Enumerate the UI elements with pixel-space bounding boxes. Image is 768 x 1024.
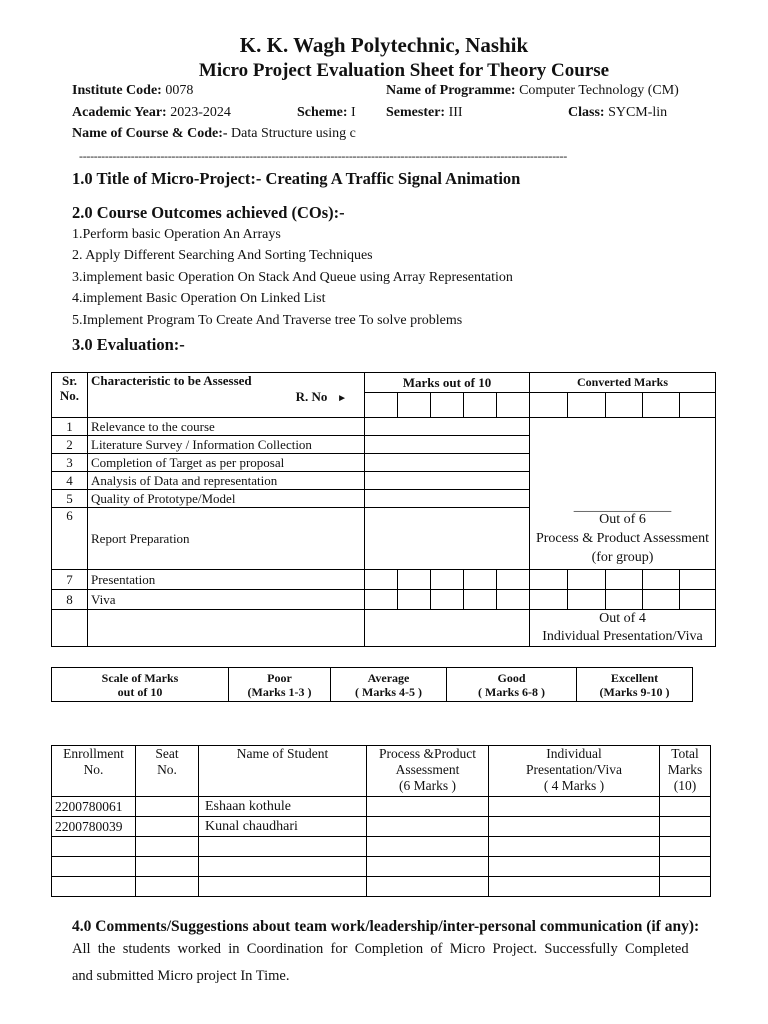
scale-average	[331, 668, 447, 702]
class-label: Class:	[568, 105, 605, 120]
outcome-item: 3.implement basic Operation On Stack And Queue using Array Representation	[72, 270, 513, 285]
enrollment-cell: 2200780061	[52, 797, 136, 817]
course-label: Name of Course & Code:-	[72, 126, 228, 141]
rno-cell[interactable]	[568, 393, 606, 418]
institute-code	[72, 83, 193, 99]
institute-code-label: Institute Code:	[72, 83, 162, 98]
header-ppa-line: Process &Product	[378, 746, 477, 761]
converted-cell[interactable]	[530, 590, 568, 610]
enrollment-cell[interactable]	[52, 877, 136, 897]
converted-cell[interactable]	[680, 570, 716, 590]
ppa-cell[interactable]	[367, 857, 489, 877]
marks-cell[interactable]	[365, 472, 530, 490]
academic-year-label: Academic Year:	[72, 105, 167, 120]
comments-heading: 4.0 Comments/Suggestions about team work/leadership/inter-personal communication (if any):	[72, 918, 700, 935]
total-cell[interactable]	[660, 837, 711, 857]
evaluation-heading: 3.0 Evaluation:-	[72, 335, 185, 354]
scheme	[297, 105, 356, 121]
marks-cell[interactable]	[365, 590, 398, 610]
converted-cell[interactable]	[530, 570, 568, 590]
converted-cell[interactable]	[606, 570, 643, 590]
ppa-cell[interactable]	[367, 877, 489, 897]
converted-cell[interactable]	[643, 590, 680, 610]
header-seat	[136, 746, 199, 797]
header-characteristic	[88, 373, 365, 418]
ppa-cell[interactable]	[367, 797, 489, 817]
marks-cell[interactable]	[365, 490, 530, 508]
marks-cell[interactable]	[398, 570, 431, 590]
header-ipv-line: Individual	[546, 746, 602, 761]
header-ppa-line: Assessment	[395, 762, 460, 777]
marks-cell[interactable]	[365, 610, 530, 647]
semester-value: III	[448, 105, 463, 120]
header-ipv-line: Presentation/Viva	[526, 762, 622, 777]
outcome-item: 2. Apply Different Searching And Sorting Techniques	[72, 248, 373, 263]
marks-cell[interactable]	[431, 570, 464, 590]
total-cell[interactable]	[660, 817, 711, 837]
marks-cell[interactable]	[365, 570, 398, 590]
row-number: 4	[52, 472, 88, 490]
marks-cell[interactable]	[398, 590, 431, 610]
header-enrollment-line: No.	[83, 762, 104, 777]
rno-cell[interactable]	[606, 393, 643, 418]
programme-value: Computer Technology (CM)	[519, 83, 679, 98]
individual-converted-cell	[530, 610, 716, 647]
marks-cell[interactable]	[497, 590, 530, 610]
marks-cell[interactable]	[365, 418, 530, 436]
header-student-name: Name of Student	[199, 746, 367, 797]
converted-cell[interactable]	[680, 590, 716, 610]
student-table	[51, 745, 711, 897]
row-number: 3	[52, 454, 88, 472]
dashed-divider: ------------------------------------------------------------------------------------------------------------------------------------	[79, 149, 567, 163]
total-cell[interactable]	[660, 877, 711, 897]
header-converted: Converted Marks	[530, 373, 716, 393]
scale-average-label: Average	[367, 670, 410, 685]
row-characteristic: Analysis of Data and representation	[88, 472, 365, 490]
converted-cell[interactable]	[568, 590, 606, 610]
row-number: 6	[52, 508, 88, 570]
row-characteristic: Presentation	[88, 570, 365, 590]
student-name-cell: Eshaan kothule	[199, 797, 367, 817]
row-number: 7	[52, 570, 88, 590]
scale-excellent-label: Excellent	[610, 670, 659, 685]
class	[568, 105, 667, 121]
scale-good-range: ( Marks 6-8 )	[478, 684, 545, 699]
rno-cell[interactable]	[431, 393, 464, 418]
seat-cell[interactable]	[136, 877, 199, 897]
semester	[386, 105, 463, 121]
header-process-product	[367, 746, 489, 797]
scale-excellent	[577, 668, 693, 702]
rno-cell[interactable]	[530, 393, 568, 418]
ipv-cell[interactable]	[489, 817, 660, 837]
row-characteristic: Completion of Target as per proposal	[88, 454, 365, 472]
header-ppa-line: (6 Marks )	[399, 778, 456, 793]
row-number: 8	[52, 590, 88, 610]
student-name-cell[interactable]	[199, 837, 367, 857]
scheme-label: Scheme:	[297, 105, 348, 120]
empty-cell	[88, 610, 365, 647]
header-rno-label: R. No	[295, 389, 328, 404]
header-ipv-line: ( 4 Marks )	[543, 778, 605, 793]
rno-cell[interactable]	[398, 393, 431, 418]
group-line: _______________	[573, 498, 672, 513]
header-enrollment	[52, 746, 136, 797]
student-name-cell[interactable]	[199, 877, 367, 897]
scale-poor	[229, 668, 331, 702]
header-seat-line: Seat	[155, 746, 179, 761]
row-characteristic: Report Preparation	[88, 508, 365, 570]
scale-range: out of 10	[117, 684, 163, 699]
header-total	[660, 746, 711, 797]
marks-cell[interactable]	[365, 454, 530, 472]
programme-label: Name of Programme:	[386, 83, 516, 98]
group-note: (for group)	[591, 550, 654, 565]
scale-label: Scale of Marks	[101, 670, 179, 685]
arrow-right-icon: ►	[337, 393, 347, 404]
marks-cell[interactable]	[464, 570, 497, 590]
ipv-cell[interactable]	[489, 837, 660, 857]
scale-table	[51, 667, 693, 702]
class-value: SYCM-lin	[608, 105, 668, 120]
rno-cell[interactable]	[680, 393, 716, 418]
rno-cell[interactable]	[365, 393, 398, 418]
total-cell[interactable]	[660, 857, 711, 877]
comments-line: and submitted Micro project In Time.	[72, 968, 290, 984]
ipv-cell[interactable]	[489, 857, 660, 877]
seat-cell[interactable]	[136, 837, 199, 857]
row-number: 2	[52, 436, 88, 454]
outcome-item: 5.Implement Program To Create And Traverse tree To solve problems	[72, 313, 463, 328]
header-total-line: Marks	[667, 762, 703, 777]
sheet-title: Micro Project Evaluation Sheet for Theory Course	[198, 60, 610, 81]
comments-line: All the students worked in Coordination for Completion of Micro Project. Successfully Completed	[72, 941, 689, 957]
row-number: 5	[52, 490, 88, 508]
outcome-item: 1.Perform basic Operation An Arrays	[72, 227, 281, 242]
header-total-line: (10)	[673, 778, 697, 793]
row-characteristic: Relevance to the course	[88, 418, 365, 436]
row-characteristic: Literature Survey / Information Collection	[88, 436, 365, 454]
converted-cell[interactable]	[643, 570, 680, 590]
academic-year-value: 2023-2024	[170, 105, 231, 120]
scheme-value: I	[351, 105, 356, 120]
rno-cell[interactable]	[643, 393, 680, 418]
total-cell[interactable]	[660, 797, 711, 817]
converted-cell[interactable]	[568, 570, 606, 590]
individual-description: Individual Presentation/Viva	[542, 629, 703, 644]
header-total-line: Total	[671, 746, 699, 761]
scale-poor-label: Poor	[267, 670, 292, 685]
enrollment-cell[interactable]	[52, 857, 136, 877]
header-individual	[489, 746, 660, 797]
header-enrollment-line: Enrollment	[63, 746, 124, 761]
header-rno	[91, 389, 361, 405]
outcome-item: 4.implement Basic Operation On Linked List	[72, 291, 326, 306]
header-sr-no: Sr. No.	[52, 373, 88, 418]
group-description: Process & Product Assessment	[535, 531, 710, 546]
seat-cell[interactable]	[136, 797, 199, 817]
scale-average-range: ( Marks 4-5 )	[355, 684, 422, 699]
scale-cell	[52, 668, 229, 702]
student-name-cell: Kunal chaudhari	[199, 817, 367, 837]
rno-cell[interactable]	[497, 393, 530, 418]
header-characteristic-label: Characteristic to be Assessed	[91, 373, 252, 388]
converted-cell[interactable]	[606, 590, 643, 610]
header-marks: Marks out of 10	[365, 373, 530, 393]
academic-year	[72, 105, 231, 121]
row-number: 1	[52, 418, 88, 436]
scale-poor-range: (Marks 1-3 )	[247, 684, 312, 699]
course-outcomes-heading: 2.0 Course Outcomes achieved (COs):-	[72, 203, 345, 222]
semester-label: Semester:	[386, 105, 446, 120]
marks-cell[interactable]	[365, 508, 530, 570]
course	[72, 126, 356, 142]
scale-good-label: Good	[497, 670, 526, 685]
ppa-cell[interactable]	[367, 837, 489, 857]
scale-good	[447, 668, 577, 702]
seat-cell[interactable]	[136, 817, 199, 837]
enrollment-cell: 2200780039	[52, 817, 136, 837]
seat-cell[interactable]	[136, 857, 199, 877]
row-characteristic: Quality of Prototype/Model	[88, 490, 365, 508]
institute-code-value: 0078	[165, 83, 194, 98]
student-name-cell[interactable]	[199, 857, 367, 877]
row-characteristic: Viva	[88, 590, 365, 610]
marks-cell[interactable]	[365, 436, 530, 454]
institute-title: K. K. Wagh Polytechnic, Nashik	[239, 33, 529, 57]
group-out-of: Out of 6	[599, 512, 646, 527]
marks-cell[interactable]	[464, 590, 497, 610]
ppa-cell[interactable]	[367, 817, 489, 837]
empty-cell	[52, 610, 88, 647]
course-value: Data Structure using c	[231, 126, 356, 141]
individual-out-of: Out of 4	[599, 611, 646, 626]
group-converted-cell	[530, 418, 716, 570]
enrollment-cell[interactable]	[52, 837, 136, 857]
marks-cell[interactable]	[497, 570, 530, 590]
marks-cell[interactable]	[431, 590, 464, 610]
rno-cell[interactable]	[464, 393, 497, 418]
programme	[386, 83, 679, 99]
project-title: 1.0 Title of Micro-Project:- Creating A Traffic Signal Animation	[72, 169, 521, 188]
scale-excellent-range: (Marks 9-10 )	[599, 684, 670, 699]
header-seat-line: No.	[157, 762, 177, 777]
ipv-cell[interactable]	[489, 797, 660, 817]
evaluation-table	[51, 372, 716, 647]
ipv-cell[interactable]	[489, 877, 660, 897]
